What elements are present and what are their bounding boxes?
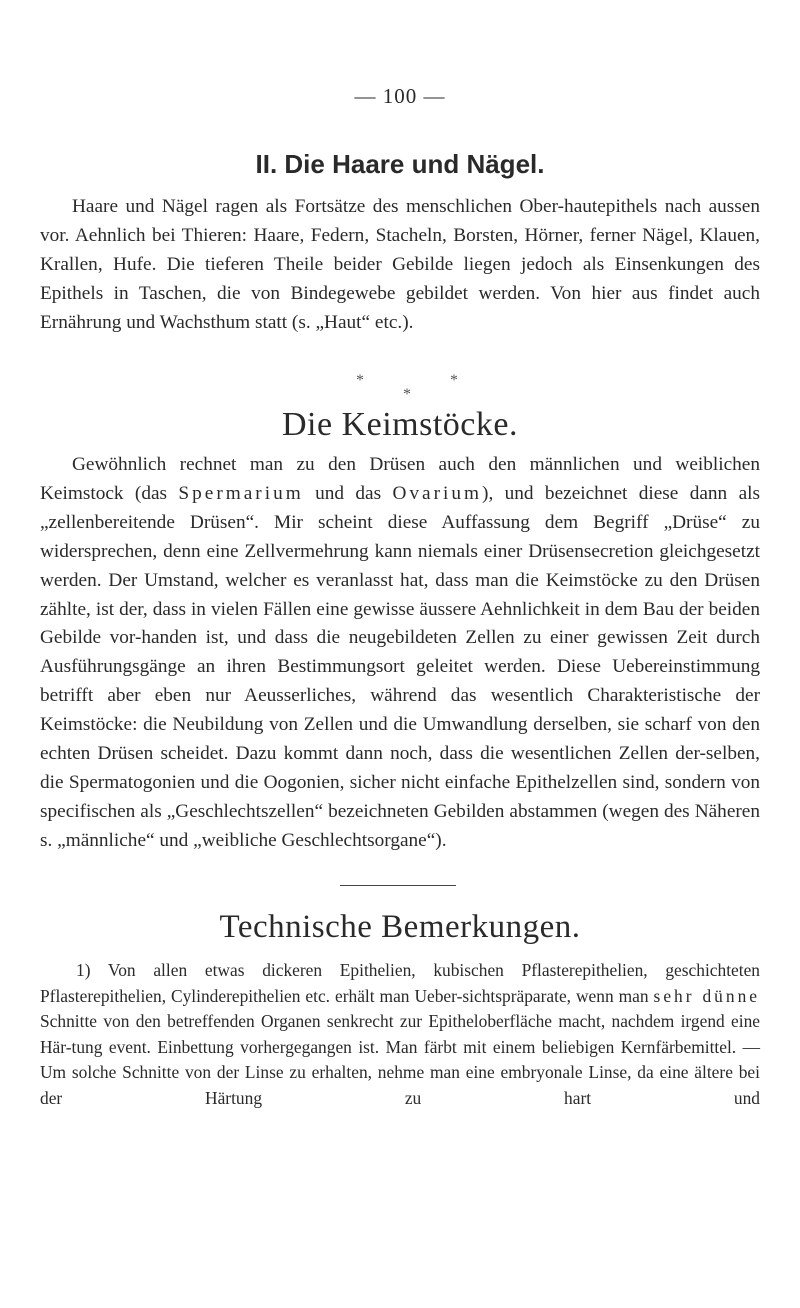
paragraph-technische: 1) Von allen etwas dickeren Epithelien, kubischen Pflasterepithelien, geschichteten Pflasterepithelien, Cylinderepithelien etc. erhält man Ueber-sichtspräparate, wenn man sehr dünne Schnitte von den betreffenden Organen senkrecht zur Epitheloberfläche macht, nachdem irgend eine Här-tung event. Einbettung vorhergegangen ist. Man färbt mit einem beliebigen Kernfärbemittel. — Um solche Schnitte von der Linse zu erhalten, nehme man eine embryonale Linse, da eine ältere bei der Härtung zu hart und bbox=[40, 960, 760, 1108]
emphasis-sehr-duenne: sehr dünne bbox=[653, 985, 760, 1006]
section-title: II. Die Haare und Nägel. bbox=[255, 149, 545, 179]
section-divider-rule bbox=[340, 885, 456, 886]
book-page bbox=[40, 0, 760, 1308]
divider-stars: * * * bbox=[356, 372, 458, 403]
term-ovarium: Ovarium bbox=[392, 482, 483, 504]
page-number: — 100 — bbox=[354, 84, 446, 108]
paragraph-keimstoecke: Gewöhnlich rechnet man zu den Drüsen auch den männlichen und weiblichen Keimstock (das Spermarium und das Ovarium), und bezeichnet diese dann als „zellenbereitende Drüsen“. Mir scheint diese Auffassung dem Begriff „Drüse“ zu widersprechen, denn eine Zellvermehrung kann niemals einer Drüsensecretion gleichgesetzt werden. Der Umstand, welcher es veranlasst hat, dass man die Keimstöcke zu den Drüsen zählte, ist der, dass in vielen Fällen eine gewisse äussere Aehnlichkeit in dem Bau der beiden Gebilde vor-handen ist, und dass die neugebildeten Zellen zu einer gewissen Zeit durch Ausführungsgänge an ihren Bestimmungsort geleitet werden. Diese Uebereinstimmung betrifft aber eben nur Aeusserliches, während das wesentlich Charakteristische der Keimstöcke: die Neubildung von Zellen und die Umwandlung derselben, sie scharf von den echten Drüsen scheidet. Dazu kommt dann noch, dass die wesentlichen Zellen der-selben, die Spermatogonien und die Oogonien, sicher nicht einfache Epithelzellen sind, sondern von specifischen als „Geschlechtszellen“ bezeichneten Gebilden abstammen (wegen des Näheren s. „männliche“ und „weibliche Geschlechtsorgane“). bbox=[40, 454, 760, 851]
heading-keimstoecke: Die Keimstöcke. bbox=[282, 406, 518, 443]
heading-technische-bemerkungen: Technische Bemerkungen. bbox=[219, 909, 581, 945]
term-spermarium: Spermarium bbox=[178, 482, 304, 504]
paragraph-haare-naegel: Haare und Nägel ragen als Fortsätze des menschlichen Ober-hautepithels nach aussen vor. Aehnlich bei Thieren: Haare, Federn, Stacheln, Borsten, Hörner, ferner Nägel, Klauen, Krallen, Hufe. Die tieferen Theile beider Gebilde liegen jedoch als Einsenkungen des Epithels in Taschen, die von Bindegewebe gebildet werden. Von hier aus findet auch Ernährung und Wachsthum statt (s. „Haut“ etc.). bbox=[40, 196, 760, 333]
